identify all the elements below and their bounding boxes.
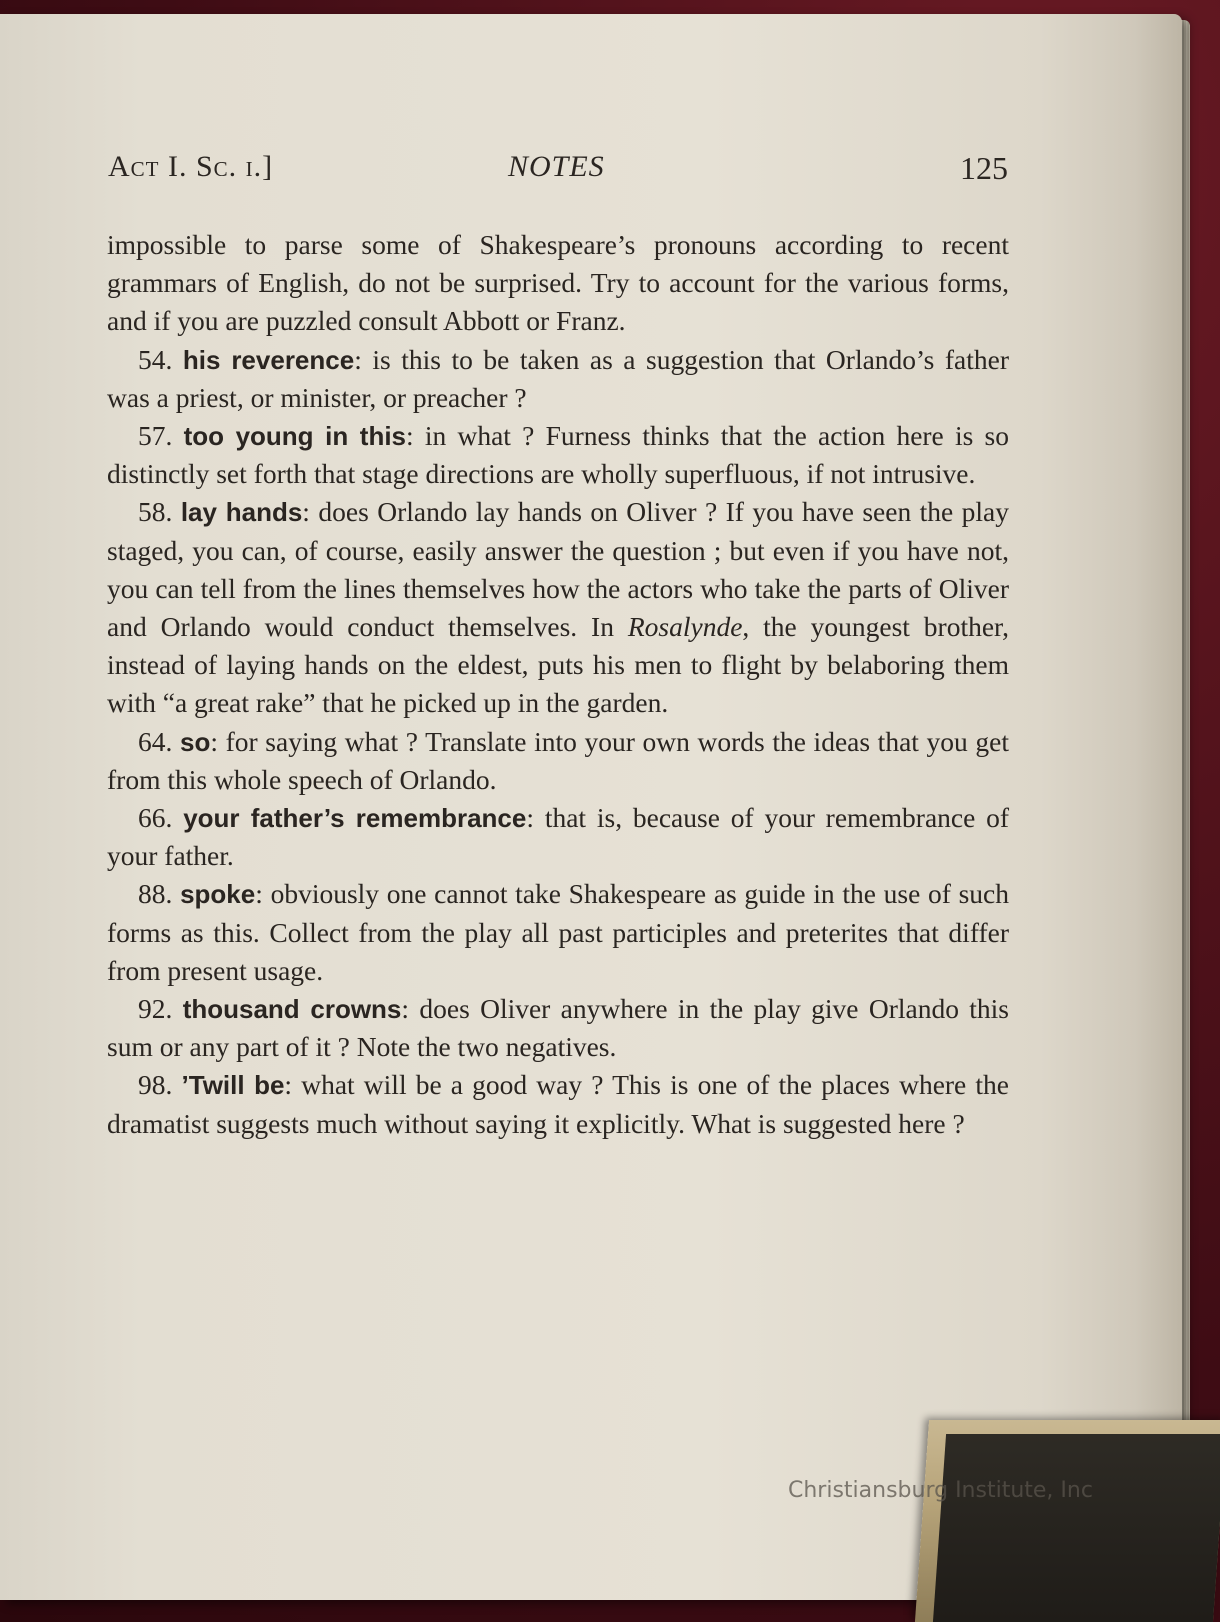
note-text: does Orlando lay hands on Oliver ? If you have seen the play staged, you can, of course, easily answer the question ; but even if you have not, you can tell from the lines themselves how the actors who take the parts of Oliver and Orlando would conduct themselves. In [107,496,1010,643]
object-corner [915,1420,1220,1622]
book-title: Rosalynde [627,611,743,643]
note-57: 57. too young in this: in what ? Furness thinks that the action here is so distinctly set forth that stage directions are wholly superfluous, if not intrusive. [107,420,1009,490]
note-88: 88. spoke: obviously one cannot take Shakespeare as guide in the use of such forms as this. Collect from the play all past participles and preterites that differ from present usage. [107,878,1009,986]
note-lemma: thousand crowns [182,994,402,1025]
note-text: is this to be taken as a suggestion that Orlando’s father was a priest, or minister, or preacher ? [107,343,1010,413]
watermark: Christiansburg Institute, Inc [788,1478,1093,1503]
note-number: 66. [138,802,173,834]
section-title: NOTES [508,150,605,183]
note-lemma: lay hands [180,497,303,528]
notes-body [107,226,1009,1143]
note-number: 98. [138,1069,173,1101]
note-text: what will be a good way ? This is one of the places where the dramatist suggests much without saying it explicitly. What is suggested here ? [107,1069,1009,1139]
intro-paragraph: impossible to parse some of Shakespeare’s pronouns according to recent grammars of English, do not be surprised. Try to account for the various forms, and if you are puzzled consult Abbott or Franz. [107,229,1009,337]
note-number: 92. [138,993,173,1025]
running-head [108,150,1008,190]
note-lemma: spoke [180,879,256,910]
note-64: 64. so: for saying what ? Translate into your own words the ideas that you get from this whole speech of Orlando. [107,725,1009,795]
note-lemma: his reverence [182,344,355,375]
note-98: 98. ’Twill be: what will be a good way ? This is one of the places where the dramatist suggests much without saying it explicitly. What is suggested here ? [107,1069,1009,1139]
object-corner-inner [933,1434,1220,1622]
note-92: 92. thousand crowns: does Oliver anywhere in the play give Orlando this sum or any part of it ? Note the two negatives. [107,993,1009,1063]
note-54: 54. his reverence: is this to be taken as a suggestion that Orlando’s father was a priest, or minister, or preacher ? [107,343,1010,413]
note-lemma: your father’s remembrance [183,803,527,834]
note-text: obviously one cannot take Shakespeare as guide in the use of such forms as this. Collect from the play all past participles and preterites that differ from present usage. [107,878,1009,986]
note-66: 66. your father’s remembrance: that is, because of your remembrance of your father. [107,802,1010,872]
note-lemma: so [180,726,211,757]
note-58: 58. lay hands: does Orlando lay hands on Oliver ? If you have seen the play staged, you can, of course, easily answer the question ; but even if you have not, you can tell from the lines themselves how the actors who take the parts of Oliver and Orlando would conduct themselves. In Rosalynde, the youngest brother, instead of laying hands on the eldest, puts his men to flight by belaboring them with “a great rake” that he picked up in the garden. [107,496,1010,719]
note-text: does Oliver anywhere in the play give Orlando this sum or any part of it ? Note the two negatives. [107,993,1009,1063]
note-number: 57. [138,420,173,452]
note-lemma: too young in this [183,421,407,452]
note-number: 88. [138,878,173,910]
note-number: 54. [138,343,173,375]
note-number: 64. [138,725,173,757]
page-number: 125 [960,150,1008,186]
note-text-cont: , the youngest brother, instead of laying hands on the eldest, puts his men to flight by belaboring them with “a great rake” that he picked up in the garden. [107,611,1009,719]
act-scene-label: Act I. Sc. i.] [108,150,274,183]
note-text: for saying what ? Translate into your own words the ideas that you get from this whole speech of Orlando. [107,725,1009,795]
note-lemma: ’Twill be [181,1070,285,1101]
note-text: that is, because of your remembrance of your father. [107,802,1010,872]
note-text: in what ? Furness thinks that the action here is so distinctly set forth that stage directions are wholly superfluous, if not intrusive. [107,420,1009,490]
note-number: 58. [138,496,173,528]
